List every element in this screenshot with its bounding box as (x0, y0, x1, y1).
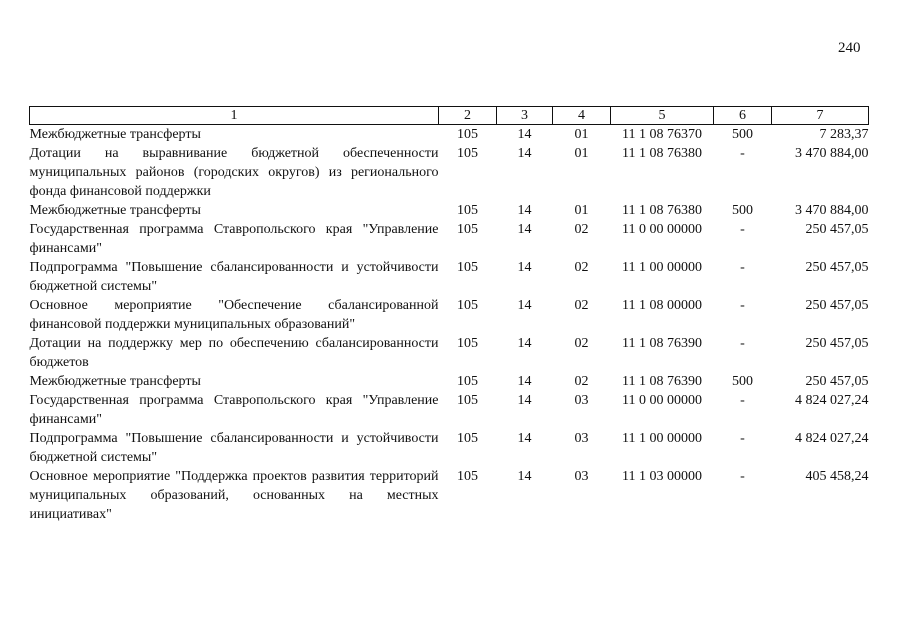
row-col2: 105 (457, 298, 478, 313)
row-col6: 500 (732, 374, 753, 389)
row-name: Межбюджетные трансферты (29, 374, 201, 389)
col-header: 5 (611, 107, 714, 125)
row-name: Дотации на выравнивание бюджетной обеспеченности муниципальных районов (городских округов) из регионального фонда финансовой поддержки (29, 146, 439, 199)
row-col5: 11 1 00 00000 (622, 260, 702, 275)
row-col2: 105 (457, 203, 478, 218)
table-row (30, 429, 869, 467)
row-col5: 11 1 08 76380 (622, 203, 702, 218)
row-col2: 105 (457, 260, 478, 275)
row-col7: 250 457,05 (805, 222, 869, 237)
table-row (30, 391, 869, 429)
row-col7: 405 458,24 (805, 469, 869, 484)
row-col6: - (740, 260, 745, 275)
row-col7: 3 470 884,00 (795, 146, 869, 161)
row-col7: 250 457,05 (805, 374, 869, 389)
row-col6: - (740, 393, 745, 408)
row-col2: 105 (457, 374, 478, 389)
row-col5: 11 1 08 00000 (622, 298, 702, 313)
row-col4: 02 (574, 298, 589, 313)
row-col7: 7 283,37 (819, 127, 869, 142)
row-col3: 14 (517, 260, 532, 275)
row-col5: 11 1 08 76380 (622, 146, 702, 161)
table-row (30, 334, 869, 372)
row-name: Подпрограмма "Повышение сбалансированности и устойчивости бюджетной системы" (29, 431, 439, 465)
row-col3: 14 (517, 127, 532, 142)
row-col3: 14 (517, 298, 532, 313)
row-name: Межбюджетные трансферты (29, 127, 201, 142)
row-col4: 02 (574, 374, 589, 389)
row-col4: 01 (574, 146, 589, 161)
row-col6: - (740, 431, 745, 446)
row-col4: 01 (574, 203, 589, 218)
row-col7: 250 457,05 (805, 336, 869, 351)
row-name: Подпрограмма "Повышение сбалансированности и устойчивости бюджетной системы" (29, 260, 439, 294)
row-col7: 250 457,05 (805, 298, 869, 313)
row-col3: 14 (517, 431, 532, 446)
row-col4: 02 (574, 260, 589, 275)
row-col2: 105 (457, 336, 478, 351)
col-header: 3 (497, 107, 553, 125)
row-col3: 14 (517, 469, 532, 484)
row-col4: 02 (574, 222, 589, 237)
row-name: Межбюджетные трансферты (29, 203, 201, 218)
table-row (30, 144, 869, 201)
row-col2: 105 (457, 393, 478, 408)
table-row (30, 372, 869, 391)
row-col6: - (740, 298, 745, 313)
table-row (30, 467, 869, 524)
page-number: 240 (838, 40, 861, 56)
row-name: Основное мероприятие "Обеспечение сбалансированной финансовой поддержки муниципальных образований" (29, 298, 439, 332)
row-col6: - (740, 146, 745, 161)
col-header: 1 (30, 107, 439, 125)
row-col2: 105 (457, 469, 478, 484)
row-col5: 11 1 03 00000 (622, 469, 702, 484)
row-col2: 105 (457, 222, 478, 237)
table-row (30, 220, 869, 258)
row-name: Государственная программа Ставропольского края "Управление финансами" (29, 393, 439, 427)
row-col7: 3 470 884,00 (795, 203, 869, 218)
row-col2: 105 (457, 127, 478, 142)
row-col4: 02 (574, 336, 589, 351)
row-col5: 11 1 08 76370 (622, 127, 702, 142)
row-col6: - (740, 222, 745, 237)
row-col6: 500 (732, 127, 753, 142)
row-col3: 14 (517, 146, 532, 161)
row-col6: - (740, 469, 745, 484)
table-row (30, 125, 869, 145)
row-name: Государственная программа Ставропольского края "Управление финансами" (29, 222, 439, 256)
table-row (30, 201, 869, 220)
row-col7: 4 824 027,24 (795, 431, 869, 446)
row-col4: 03 (574, 431, 589, 446)
header-row (30, 107, 869, 125)
table-row (30, 296, 869, 334)
row-col6: - (740, 336, 745, 351)
budget-table (29, 106, 869, 524)
row-col7: 250 457,05 (805, 260, 869, 275)
row-col5: 11 1 08 76390 (622, 336, 702, 351)
table-row (30, 258, 869, 296)
row-name: Основное мероприятие "Поддержка проектов развития территорий муниципальных образований, основанных на местных инициативах" (29, 469, 439, 522)
row-col3: 14 (517, 203, 532, 218)
row-name: Дотации на поддержку мер по обеспечению сбалансированности бюджетов (29, 336, 439, 370)
row-col2: 105 (457, 431, 478, 446)
row-col3: 14 (517, 393, 532, 408)
row-col5: 11 0 00 00000 (622, 393, 702, 408)
row-col4: 03 (574, 469, 589, 484)
row-col4: 03 (574, 393, 589, 408)
row-col7: 4 824 027,24 (795, 393, 869, 408)
col-header: 7 (772, 107, 869, 125)
row-col5: 11 1 08 76390 (622, 374, 702, 389)
row-col5: 11 0 00 00000 (622, 222, 702, 237)
row-col2: 105 (457, 146, 478, 161)
col-header: 2 (439, 107, 497, 125)
row-col5: 11 1 00 00000 (622, 431, 702, 446)
row-col4: 01 (574, 127, 589, 142)
col-header: 6 (714, 107, 772, 125)
row-col6: 500 (732, 203, 753, 218)
row-col3: 14 (517, 336, 532, 351)
col-header: 4 (553, 107, 611, 125)
row-col3: 14 (517, 222, 532, 237)
row-col3: 14 (517, 374, 532, 389)
